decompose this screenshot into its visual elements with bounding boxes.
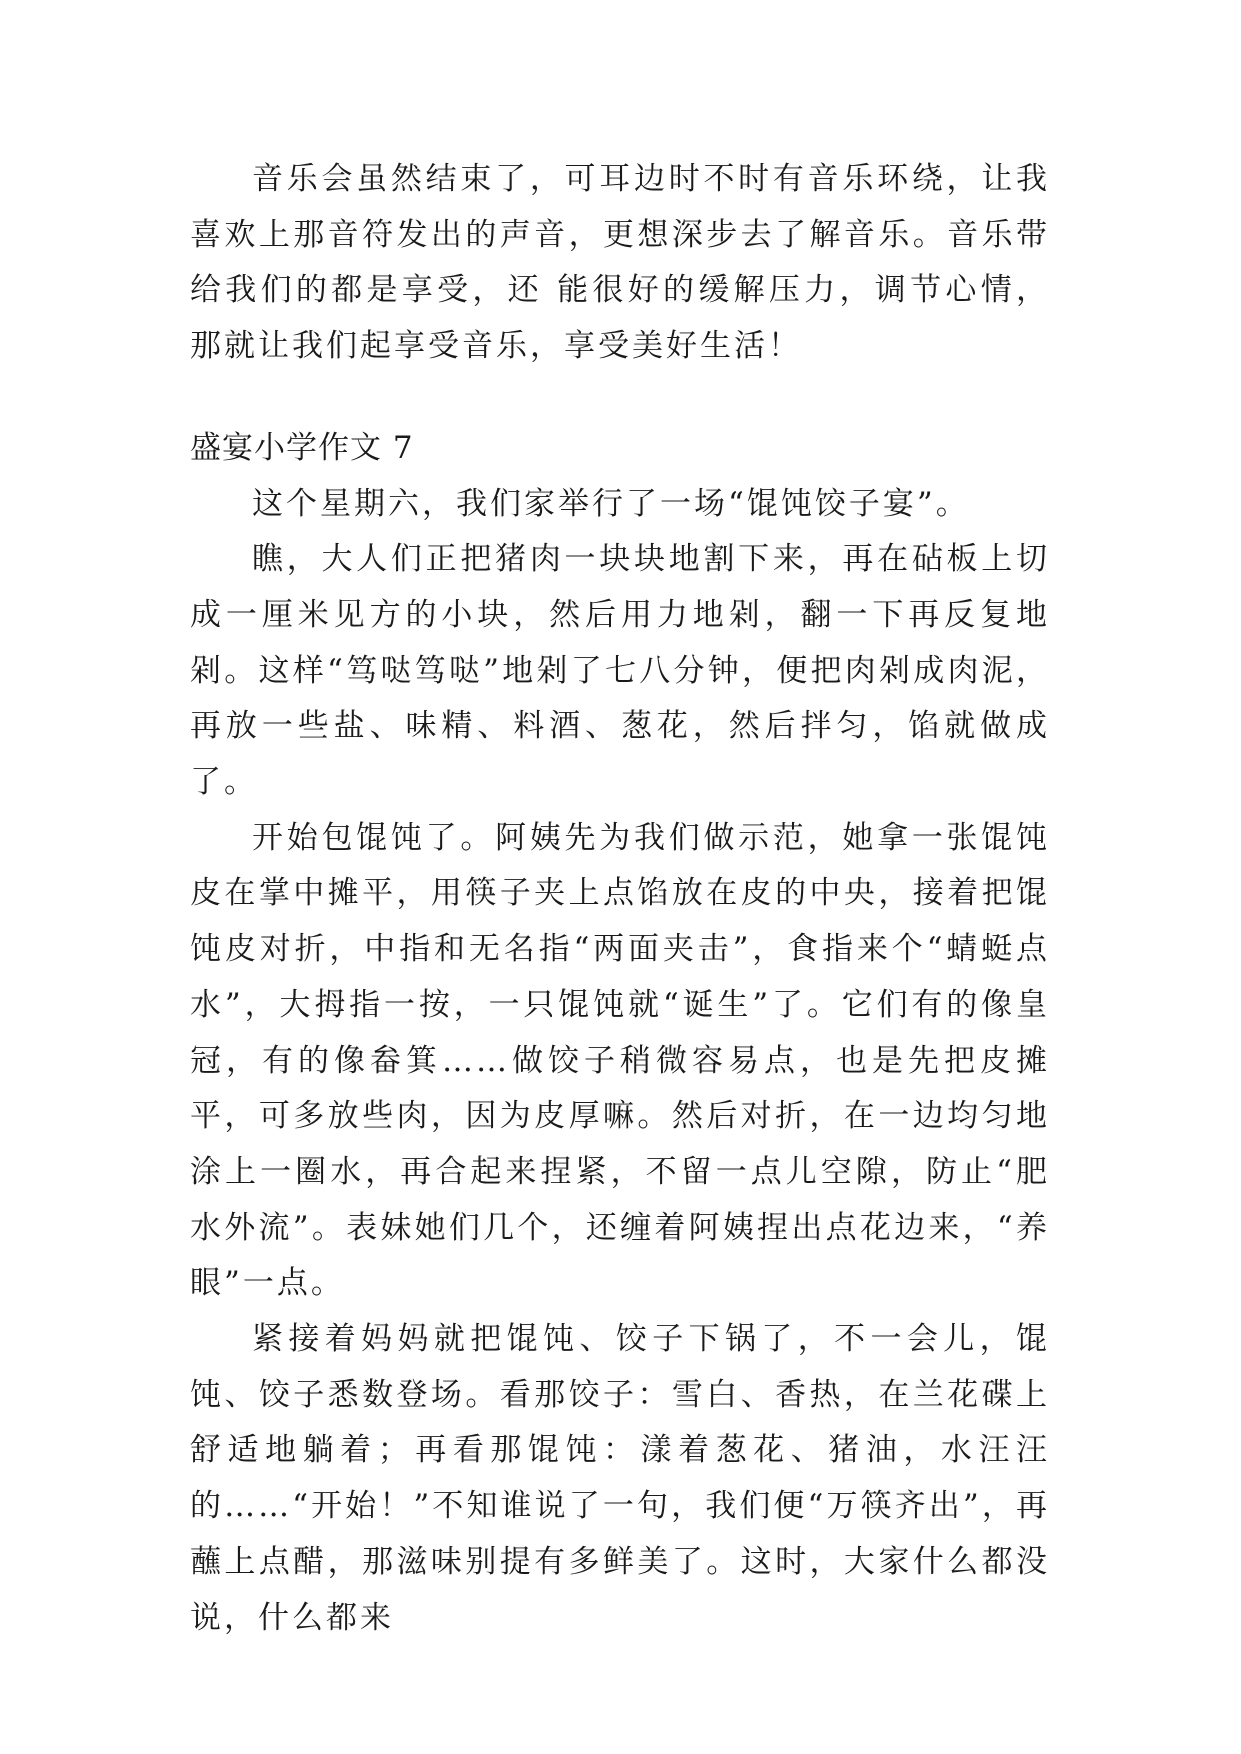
document-body [190, 152, 1050, 1646]
essay-paragraph-2: 瞧，大人们正把猪肉一块块地割下来，再在砧板上切成一厘米见方的小块，然后用力地剁，翻一下再反复地剁。这样“笃哒笃哒”地剁了七八分钟，便把肉剁成肉泥，再放一些盐、味精、料酒、葱花，然后拌匀，馅就做成了。 [190, 541, 1050, 801]
essay-paragraph-1: 这个星期六，我们家举行了一场“馄饨饺子宴”。 [252, 485, 970, 522]
essay-paragraph-4: 紧接着妈妈就把馄饨、饺子下锅了，不一会儿，馄饨、饺子悉数登场。看那饺子：雪白、香热，在兰花碟上舒适地躺着；再看那馄饨：漾着葱花、猪油，水汪汪的……“开始！”不知谁说了一句，我们便“万筷齐出”，再蘸上点醋，那滋味别提有多鲜美了。这时，大家什么都没说，什么都来 [190, 1321, 1050, 1636]
essay-paragraph-3: 开始包馄饨了。阿姨先为我们做示范，她拿一张馄饨皮在掌中摊平，用筷子夹上点馅放在皮的中央，接着把馄饨皮对折，中指和无名指“两面夹击”，食指来个“蜻蜓点水”，大拇指一按，一只馄饨就“诞生”了。它们有的像皇冠，有的像畚箕……做饺子稍微容易点，也是先把皮摊平，可多放些肉，因为皮厚嘛。然后对折，在一边均匀地涂上一圈水，再合起来捏紧，不留一点儿空隙，防止“肥水外流”。表妹她们几个，还缠着阿姨捏出点花边来，“养眼”一点。 [190, 819, 1050, 1302]
intro-paragraph: 音乐会虽然结束了，可耳边时不时有音乐环绕，让我喜欢上那音符发出的声音，更想深步去了解音乐。音乐带给我们的都是享受，还 能很好的缓解压力，调节心情，那就让我们起享受音乐，享受美好生活！ [190, 161, 1050, 365]
essay-title: 盛宴小学作文 7 [190, 429, 414, 466]
